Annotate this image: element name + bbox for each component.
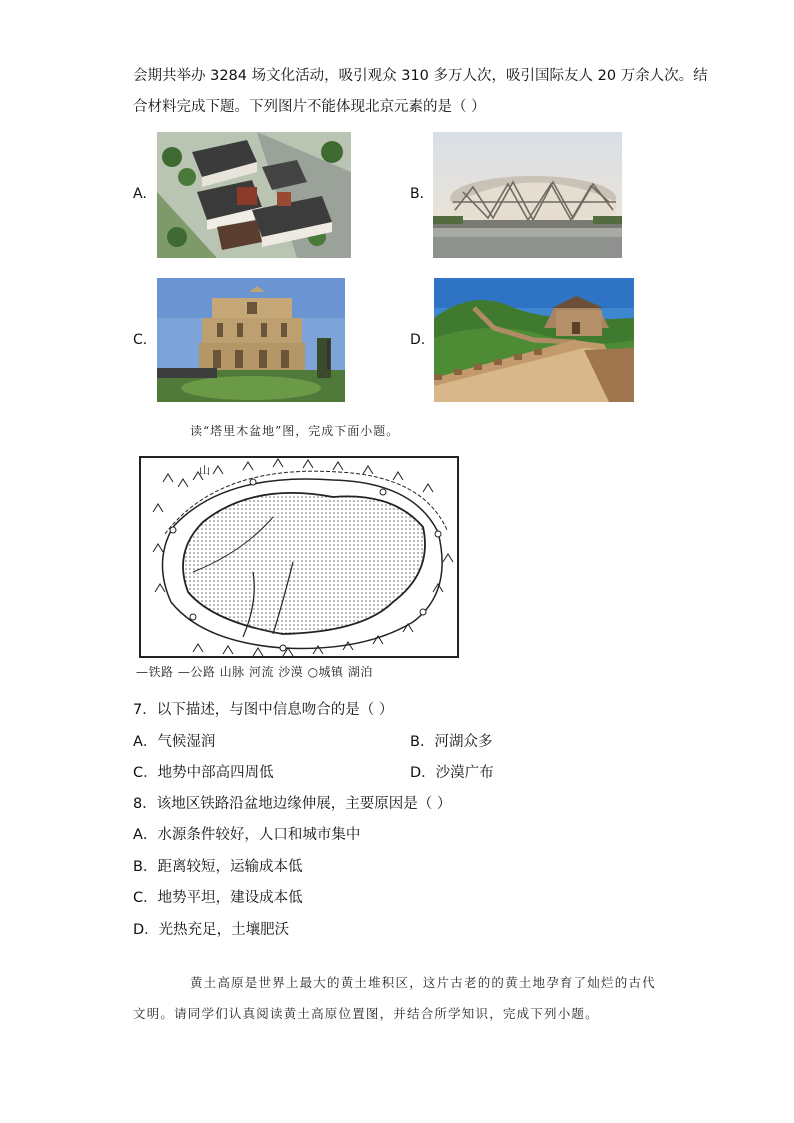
question-8-option-c: C．地势平坦，建设成本低 [133,890,303,906]
siheyuan-courtyard-image [157,132,351,258]
question-7-option-b: B．河湖众多 [410,734,493,750]
map-legend: —铁路 —公路 山脉 河流 沙漠 ○城镇 湖泊 [136,665,373,679]
loess-line-2: 文明。请同学们认真阅读黄土高原位置图，并结合所学知识，完成下列小题。 [133,1006,599,1021]
option-b-label: B. [410,186,425,202]
question-8-option-d: D．光热充足，土壤肥沃 [133,922,290,938]
great-wall-image [434,278,634,402]
question-8-option-b: B．距离较短，运输成本低 [133,859,303,875]
intro-line-2: 合材料完成下题。下列图片不能体现北京元素的是（ ） [133,99,486,115]
question-7-option-c: C．地势中部高四周低 [133,765,274,781]
loess-line-1: 黄土高原是世界上最大的黄土堆积区，这片古老的的黄土地孕育了灿烂的古代 [190,975,656,990]
intro-line-1: 会期共举办 3284 场文化活动，吸引观众 310 多万人次，吸引国际友人 20 万余人次。结 [133,68,708,84]
birds-nest-stadium-image [433,132,622,258]
question-8-option-a: A．水源条件较好，人口和城市集中 [133,827,361,843]
option-d-label: D. [410,332,426,348]
map-label-shan: 山 [199,464,210,477]
question-8-stem: 8．该地区铁路沿盆地边缘伸展，主要原因是（ ） [133,796,452,812]
question-7-option-d: D．沙漠广布 [410,765,494,781]
option-a-label: A. [133,186,147,202]
question-7-option-a: A．气候湿润 [133,734,216,750]
ruins-of-st-paul-image [157,278,345,402]
question-7-stem: 7．以下描述，与图中信息吻合的是（ ） [133,702,394,718]
tarim-basin-map [133,452,473,687]
option-c-label: C. [133,332,148,348]
map-caption: 读“塔里木盆地”图，完成下面小题。 [190,424,400,438]
